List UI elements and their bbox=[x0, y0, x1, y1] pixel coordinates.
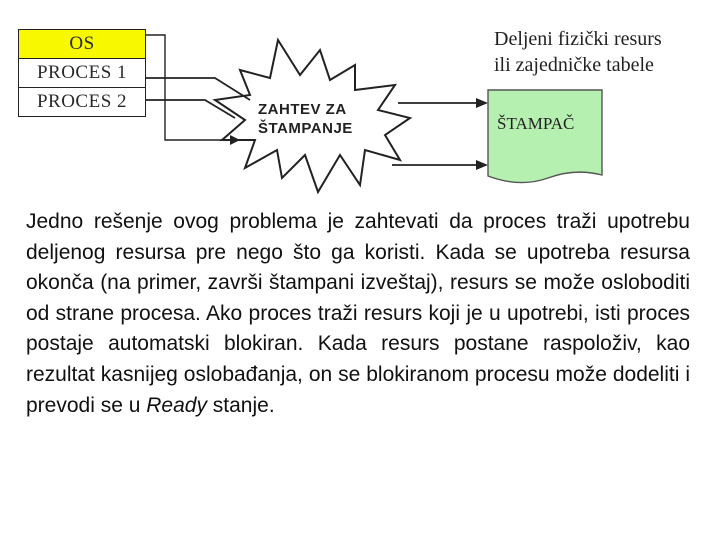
proces2-cell: PROCES 2 bbox=[36, 91, 128, 112]
resource-caption-line1: Deljeni fizički resurs bbox=[494, 28, 662, 50]
printer-top-arrowhead bbox=[476, 98, 488, 108]
resource-caption-line2: ili zajedničke tabele bbox=[494, 54, 654, 76]
ready-state-term: Ready bbox=[146, 393, 207, 417]
printer-bottom-arrowhead bbox=[476, 160, 488, 170]
paragraph-text-end: stanje. bbox=[206, 393, 275, 417]
os-cell: OS bbox=[19, 30, 145, 59]
explanation-paragraph bbox=[26, 207, 690, 421]
request-label-line1: ZAHTEV ZA bbox=[258, 101, 347, 118]
printer-label: ŠTAMPAČ bbox=[497, 114, 575, 133]
request-label bbox=[258, 100, 378, 138]
process-table bbox=[18, 29, 146, 117]
diagram bbox=[0, 0, 720, 200]
request-label-line2: ŠTAMPANJE bbox=[258, 120, 353, 137]
proces1-cell: PROCES 1 bbox=[19, 59, 145, 88]
paragraph-text-main: Jedno rešenje ovog problema je zahtevati da proces traži upotrebu deljenog resursa pre nego što ga koristi. Kada se upotreba resursa okonča (na primer, završi štampani izveštaj), resurs se može osloboditi od strane procesa. Ako proces traži resurs koji je u upotrebi, isti proces postaje automatski blokiran. Kada resurs postane raspoloživ, kao rezultat kasnijeg oslobađanja, on se blokiranom procesu može dodeliti i prevodi se u bbox=[26, 210, 690, 417]
os-connector bbox=[146, 35, 230, 140]
resource-caption bbox=[494, 26, 714, 78]
printer-document-shape bbox=[488, 90, 602, 183]
